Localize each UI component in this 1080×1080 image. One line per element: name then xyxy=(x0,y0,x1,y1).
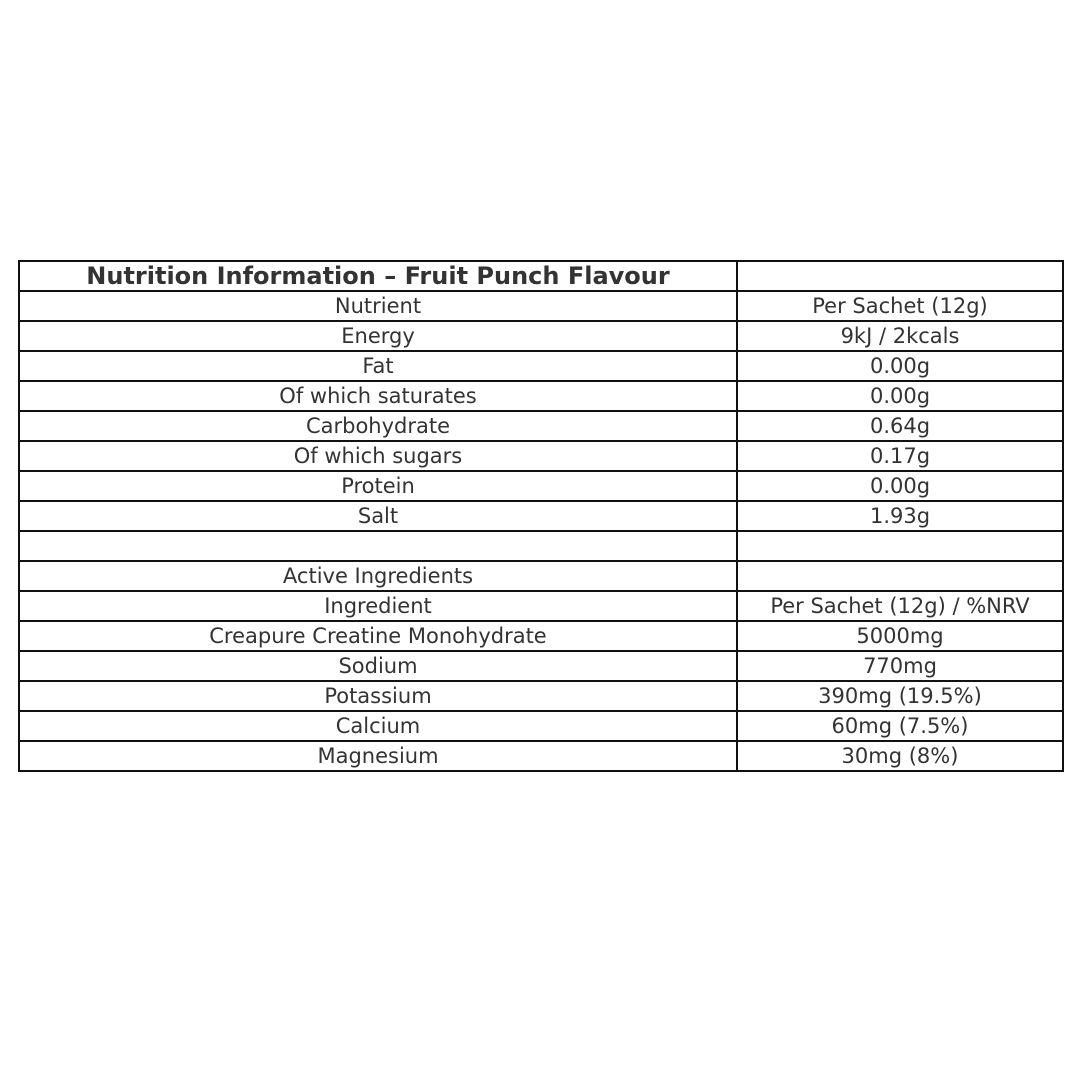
row-value: 0.00g xyxy=(737,351,1063,381)
table-row xyxy=(19,681,1063,711)
table-row xyxy=(19,741,1063,771)
row-label: Nutrient xyxy=(19,291,737,321)
row-label: Protein xyxy=(19,471,737,501)
nutrition-table xyxy=(18,260,1064,772)
row-label: Creapure Creatine Monohydrate xyxy=(19,621,737,651)
row-label: Calcium xyxy=(19,711,737,741)
table-row xyxy=(19,351,1063,381)
row-label: Salt xyxy=(19,501,737,531)
row-label: Ingredient xyxy=(19,591,737,621)
row-label: Of which sugars xyxy=(19,441,737,471)
table-row xyxy=(19,291,1063,321)
table-title-empty-cell xyxy=(737,261,1063,291)
row-value xyxy=(737,561,1063,591)
table-row xyxy=(19,471,1063,501)
row-value: 770mg xyxy=(737,651,1063,681)
row-value: 30mg (8%) xyxy=(737,741,1063,771)
table-row xyxy=(19,531,1063,561)
table-row xyxy=(19,711,1063,741)
row-value: 1.93g xyxy=(737,501,1063,531)
row-value: 390mg (19.5%) xyxy=(737,681,1063,711)
table-row xyxy=(19,561,1063,591)
row-value: 0.64g xyxy=(737,411,1063,441)
row-label: Active Ingredients xyxy=(19,561,737,591)
table-row xyxy=(19,651,1063,681)
row-label: Fat xyxy=(19,351,737,381)
row-value xyxy=(737,531,1063,561)
row-label: Sodium xyxy=(19,651,737,681)
table-row xyxy=(19,321,1063,351)
row-value: 0.17g xyxy=(737,441,1063,471)
row-value: 60mg (7.5%) xyxy=(737,711,1063,741)
table-row xyxy=(19,591,1063,621)
row-value: 0.00g xyxy=(737,381,1063,411)
row-value: 9kJ / 2kcals xyxy=(737,321,1063,351)
table-row xyxy=(19,501,1063,531)
row-label: Potassium xyxy=(19,681,737,711)
table-row xyxy=(19,441,1063,471)
table-row xyxy=(19,381,1063,411)
table-row xyxy=(19,621,1063,651)
table-title-row xyxy=(19,261,1063,291)
row-value: 5000mg xyxy=(737,621,1063,651)
row-value: Per Sachet (12g) xyxy=(737,291,1063,321)
row-label xyxy=(19,531,737,561)
row-value: Per Sachet (12g) / %NRV xyxy=(737,591,1063,621)
table-row xyxy=(19,411,1063,441)
row-label: Carbohydrate xyxy=(19,411,737,441)
row-label: Energy xyxy=(19,321,737,351)
row-label: Magnesium xyxy=(19,741,737,771)
row-label: Of which saturates xyxy=(19,381,737,411)
table-title: Nutrition Information – Fruit Punch Flavour xyxy=(19,261,737,291)
row-value: 0.00g xyxy=(737,471,1063,501)
